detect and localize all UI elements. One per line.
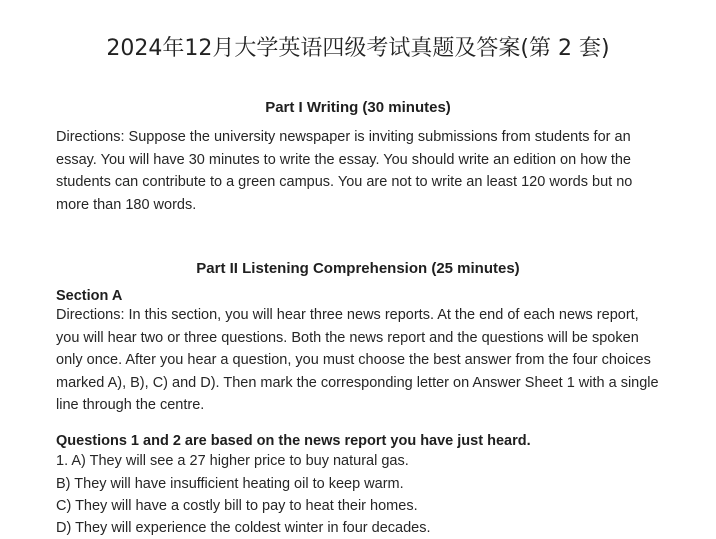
section-a-label: Section A [56,288,123,304]
part1-heading: Part I Writing (30 minutes) [265,99,451,116]
questions-intro: Questions 1 and 2 are based on the news report you have just heard. [56,433,531,449]
question1-option-b: B) They will have insufficient heating oil to keep warm. [56,476,404,492]
part1-directions: Directions: Suppose the university newspaper is inviting submissions from students for an essay. You will have 30 minutes to write the essay. You should write an edition on how the students can contribute to a green campus. You are not to write an least 120 words but no more than 180 words. [56,129,633,213]
part2-heading: Part II Listening Comprehension (25 minutes) [196,260,520,277]
section-a-directions: Directions: In this section, you will hear three news reports. At the end of each news report, you will hear two or three questions. Both the news report and the questions will be spoken only once. After you hear a question, you must choose the best answer from the four choices marked A), B), C) and D). Then mark the corresponding letter on Answer Sheet 1 with a single line through the centre. [56,307,659,413]
question1-option-d: D) They will experience the coldest winter in four decades. [56,520,431,536]
page-title: 2024年12月大学英语四级考试真题及答案(第 2 套) [106,36,610,61]
question1-option-a: 1. A) They will see a 27 higher price to buy natural gas. [56,453,409,469]
question1-option-c: C) They will have a costly bill to pay to heat their homes. [56,498,418,514]
